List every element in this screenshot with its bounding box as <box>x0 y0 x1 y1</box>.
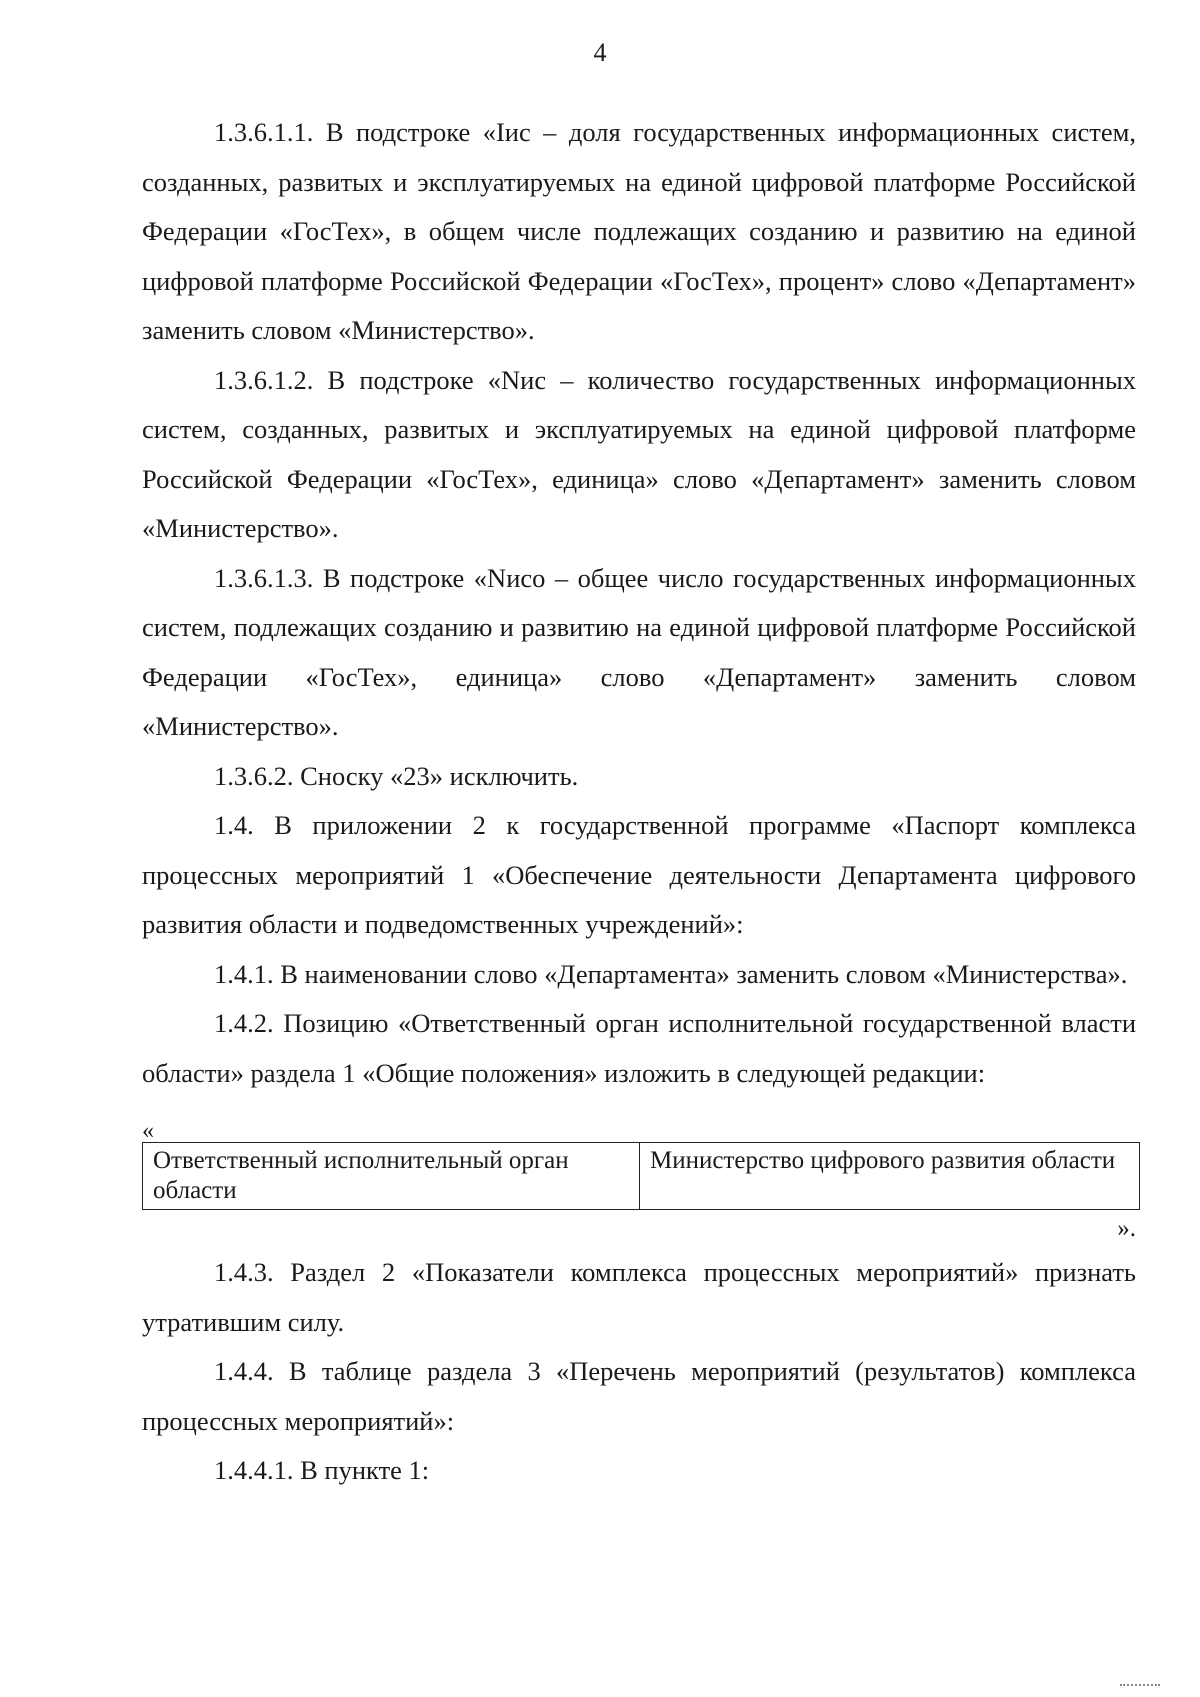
table-cell-right: Министерство цифрового развития области <box>640 1143 1140 1210</box>
paragraph-1-3-6-1-3: 1.3.6.1.3. В подстроке «Nисо – общее число государственных информационных систем, подлежащих созданию и развитию на единой цифровой платформе Российской Федерации «ГосТех», единица» слово «Департамент» заменить словом «Министерство». <box>142 562 1136 741</box>
paragraph-1-4-2: 1.4.2. Позицию «Ответственный орган исполнительной государственной власти области» раздела 1 «Общие положения» изложить в следующей редакции: <box>142 1008 1136 1088</box>
document-body <box>142 108 1136 1496</box>
paragraph-1-3-6-2: 1.3.6.2. Сноску «23» исключить. <box>214 760 579 791</box>
paragraph-1-4-4-1: 1.4.4.1. В пункте 1: <box>214 1455 430 1485</box>
paragraph-1-3-6-1-2: 1.3.6.1.2. В подстроке «Nис – количество государственных информационных систем, созданных, развитых и эксплуатируемых на единой цифровой платформе Российской Федерации «ГосТех», единица» слово «Департамент» заменить словом «Министерство». <box>142 364 1136 543</box>
open-quote: « <box>142 1118 154 1144</box>
close-quote: ». <box>1117 1215 1136 1242</box>
table-row <box>143 1143 1140 1210</box>
paragraph-1-4-1: 1.4.1. В наименовании слово «Департамента» заменить словом «Министерства». <box>214 958 1128 989</box>
paragraph-1-4-4: 1.4.4. В таблице раздела 3 «Перечень мероприятий (результатов) комплекса процессных мероприятий»: <box>142 1356 1136 1436</box>
paragraph-1-3-6-1-1: 1.3.6.1.1. В подстроке «Іис – доля государственных информационных систем, созданных, развитых и эксплуатируемых на единой цифровой платформе Российской Федерации «ГосТех», в общем числе подлежащих созданию и развитию на единой цифровой платформе Российской Федерации «ГосТех», процент» слово «Департамент» заменить словом «Министерство». <box>142 117 1136 345</box>
page-number: 4 <box>593 38 607 67</box>
scan-artifact <box>1120 1684 1160 1692</box>
paragraph-1-4-3: 1.4.3. Раздел 2 «Показатели комплекса процессных мероприятий» признать утратившим силу. <box>142 1257 1136 1337</box>
inserted-table <box>142 1142 1140 1210</box>
paragraph-1-4: 1.4. В приложении 2 к государственной программе «Паспорт комплекса процессных мероприятий 1 «Обеспечение деятельности Департамента цифрового развития области и подведомственных учреждений»: <box>142 810 1136 939</box>
table-cell-left: Ответственный исполнительный орган области <box>143 1143 640 1210</box>
